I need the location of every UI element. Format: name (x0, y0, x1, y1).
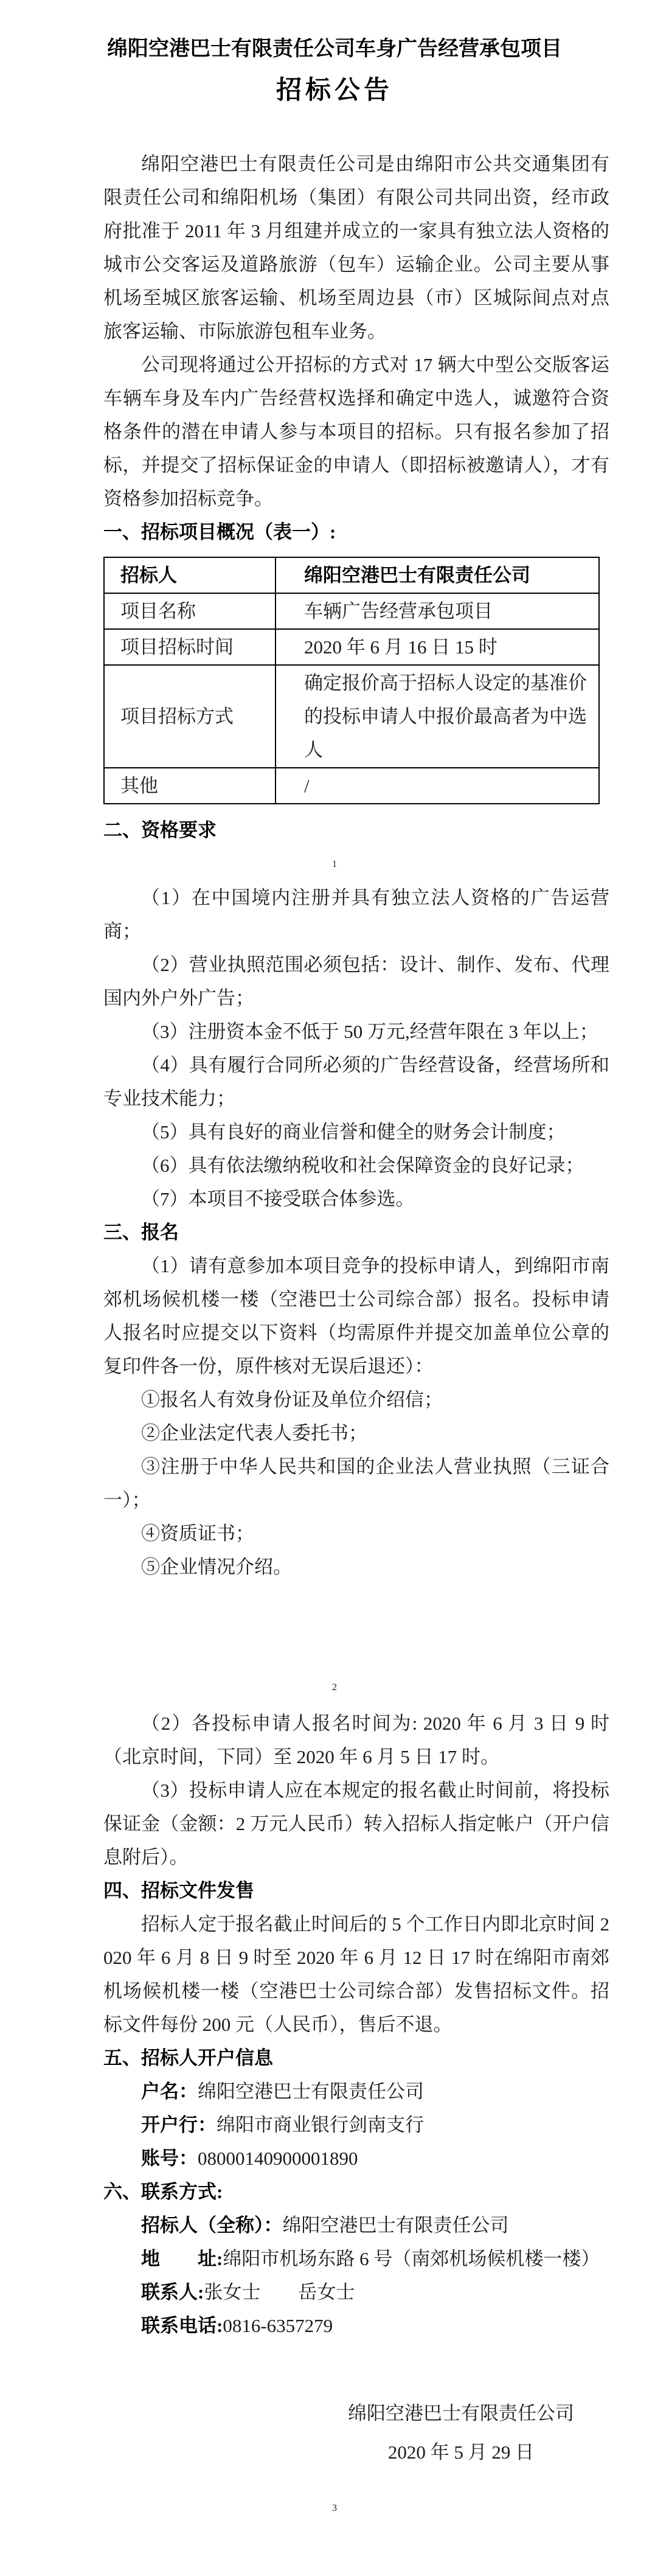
qualification-item: （7）本项目不接受联合体参选。 (141, 1188, 415, 1210)
table-row (104, 593, 599, 629)
table-row (104, 768, 599, 804)
contact-tenderer (103, 2209, 609, 2242)
title-spacer (103, 113, 609, 147)
field-value: 0816-6357279 (223, 2315, 333, 2336)
table-row-value: 确定报价高于招标人设定的基准价的投标申请人中报价最高者为中选人 (276, 665, 599, 768)
qualification-item: （2）营业执照范围必须包括：设计、制作、发布、代理国内外户外广告； (103, 954, 609, 1009)
document-title-line1: 绵阳空港巴士有限责任公司车身广告经营承包项目 (107, 38, 562, 60)
bank-account-number (103, 2142, 609, 2175)
signature-company: 绵阳空港巴士有限责任公司 (348, 2403, 574, 2424)
registration-item-2: （2）各投标申请人报名时间为: 2020 年 6 月 3 日 9 时（北京时间，下同）至 2020 年 6 月 5 日 17 时。 (103, 1713, 609, 1767)
table-row-value: 绵阳空港巴士有限责任公司 (276, 557, 599, 593)
field-label: 地 址: (141, 2248, 223, 2269)
field-value: 张女士 岳女士 (204, 2282, 355, 2303)
signature-block (103, 2396, 609, 2470)
table-row-label: 其他 (104, 768, 276, 804)
field-value: 绵阳空港巴士有限责任公司 (282, 2215, 509, 2236)
field-value: 绵阳市机场东路 6 号（南郊机场候机楼一楼） (223, 2248, 600, 2269)
registration-item-1: （1）请有意参加本项目竞争的投标申请人，到绵阳市南郊机场候机楼一楼（空港巴士公司综合部）报名。投标申请人报名时应提交以下资料（均需原件并提交加盖单位公章的复印件各一份，原件核对无误后退还）： (103, 1255, 609, 1377)
contact-person (103, 2275, 609, 2309)
registration-material: ③注册于中华人民共和国的企业法人营业执照（三证合一）； (103, 1456, 609, 1511)
field-value: 绵阳市商业银行剑南支行 (217, 2114, 424, 2136)
document-title-line2: 招标公告 (276, 77, 393, 105)
table-row-label: 招标人 (104, 557, 276, 593)
registration-material: ②企业法定代表人委托书； (141, 1422, 367, 1444)
contact-address (103, 2242, 609, 2275)
registration-material: ①报名人有效身份证及单位介绍信； (141, 1389, 443, 1410)
document-sale-paragraph: 招标人定于报名截止时间后的 5 个工作日内即北京时间 2020 年 6 月 8 日 9 时至 2020 年 6 月 12 日 17 时在绵阳市南郊机场候机楼一楼（空港巴士公司综合部）发售招标文件。招标文件每份 200 元（人民币），售后不退。 (103, 1913, 609, 2035)
registration-item-3: （3）投标申请人应在本规定的报名截止时间前，将投标保证金（金额：2 万元人民币）转入招标人指定帐户（开户信息附后）。 (103, 1780, 609, 1868)
page-number-1: 1 (332, 859, 337, 869)
contact-phone (103, 2309, 609, 2342)
qualification-item: （5）具有良好的商业信誉和健全的财务会计制度； (141, 1121, 566, 1143)
section5-heading: 五、招标人开户信息 (103, 2047, 273, 2069)
table-row (104, 629, 599, 665)
section2-heading: 二、资格要求 (103, 820, 217, 841)
qualification-item: （1）在中国境内注册并具有独立法人资格的广告运营商； (103, 887, 609, 942)
table-row-value: 车辆广告经营承包项目 (276, 593, 599, 629)
field-label: 开户行： (141, 2114, 217, 2136)
registration-material: ⑤企业情况介绍。 (141, 1556, 292, 1578)
table-row-value: / (276, 768, 599, 804)
field-label: 联系人: (141, 2282, 204, 2303)
table-row-label: 项目招标时间 (104, 629, 276, 665)
field-value: 绵阳空港巴士有限责任公司 (198, 2081, 424, 2102)
qualification-item: （3）注册资本金不低于 50 万元,经营年限在 3 年以上； (141, 1021, 598, 1042)
table-row-label: 项目名称 (104, 593, 276, 629)
field-value: 08000140900001890 (198, 2148, 358, 2169)
bank-account-name (103, 2075, 609, 2108)
signature-inner (348, 2396, 574, 2470)
table-row-label: 项目招标方式 (104, 665, 276, 768)
qualification-item: （6）具有依法缴纳税收和社会保障资金的良好记录； (141, 1155, 584, 1176)
field-label: 账号： (141, 2148, 198, 2169)
section3-heading: 三、报名 (103, 1222, 179, 1243)
field-label: 招标人（全称）： (141, 2215, 283, 2236)
signature-date: 2020 年 5 月 29 日 (387, 2442, 535, 2463)
table-row (104, 665, 599, 768)
section6-heading: 六、联系方式: (103, 2181, 223, 2202)
registration-material: ④资质证书； (141, 1523, 254, 1544)
table-row-value: 2020 年 6 月 16 日 15 时 (276, 629, 599, 665)
project-overview-table (103, 557, 600, 804)
section4-heading: 四、招标文件发售 (103, 1880, 254, 1901)
bank-branch (103, 2108, 609, 2142)
page-number-3: 3 (332, 2503, 337, 2513)
section1-heading: 一、招标项目概况（表一）: (103, 521, 336, 543)
intro-paragraph-2: 公司现将通过公开招标的方式对 17 辆大中型公交版客运车辆车身及车内广告经营权选择和确定中选人，诚邀符合资格条件的潜在申请人参与本项目的招标。只有报名参加了招标，并提交了招标保证金的申请人（即招标被邀请人），才有资格参加招标竞争。 (103, 354, 609, 509)
page-number-2: 2 (332, 1682, 337, 1693)
field-label: 户名： (141, 2081, 198, 2102)
intro-paragraph-1: 绵阳空港巴士有限责任公司是由绵阳市公共交通集团有限责任公司和绵阳机场（集团）有限公司共同出资，经市政府批准于 2011 年 3 月组建并成立的一家具有独立法人资格的城市公交客运及道路旅游（包车）运输企业。公司主要从事机场至城区旅客运输、机场至周边县（市）区城际间点对点旅客运输、市际旅游包租车业务。 (103, 153, 609, 342)
field-label: 联系电话: (141, 2315, 223, 2336)
qualification-item: （4）具有履行合同所必须的广告经营设备，经营场所和专业技术能力； (103, 1054, 609, 1109)
table-row (104, 557, 599, 593)
